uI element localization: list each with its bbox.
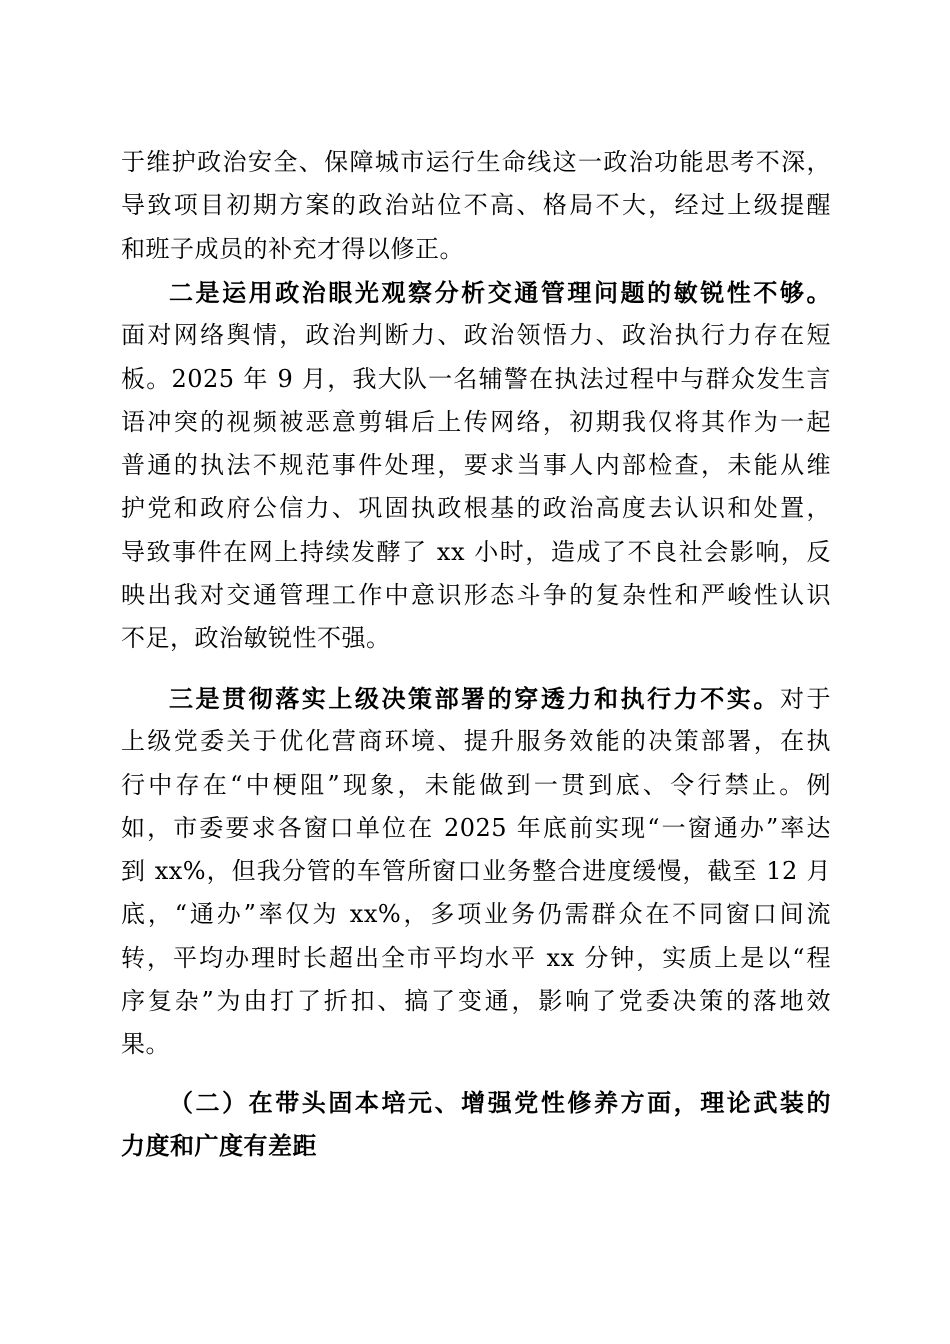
text-line [121, 1124, 831, 1167]
bold-lead-text: 三是贯彻落实上级决策部署的穿透力和执行力不实。 [169, 684, 780, 713]
text-line [121, 444, 831, 487]
line-text: 导致事件在网上持续发酵了 xx 小时，造成了不良社会影响，反 [121, 537, 831, 566]
line-text: 导致项目初期方案的政治站位不高、格局不大，经过上级提醒 [121, 191, 831, 220]
line-text: 转，平均办理时长超出全市平均水平 xx 分钟，实质上是以“程 [121, 943, 831, 972]
text-line [121, 720, 831, 763]
text-line [121, 677, 831, 720]
text-line [121, 807, 831, 850]
text-line [121, 893, 831, 936]
text-line [121, 574, 831, 617]
line-text: 果。 [121, 1030, 170, 1059]
line-text: 于维护政治安全、保障城市运行生命线这一政治功能思考不深， [121, 148, 831, 176]
section-heading-2 [121, 1081, 831, 1168]
line-text: 普通的执法不规范事件处理，要求当事人内部检查，未能从维 [121, 451, 831, 480]
line-text: 序复杂”为由打了折扣、搞了变通，影响了党委决策的落地效 [121, 987, 831, 1016]
line-text: 映出我对交通管理工作中意识形态斗争的复杂性和严峻性认识 [121, 581, 831, 610]
line-text: 面对网络舆情，政治判断力、政治领悟力、政治执行力存在短 [121, 321, 831, 350]
text-line [121, 850, 831, 893]
text-line [121, 271, 831, 314]
paragraph-3 [121, 677, 831, 1067]
text-line [121, 141, 831, 184]
line-text: 底，“通办”率仅为 xx%，多项业务仍需群众在不同窗口间流 [121, 900, 831, 929]
text-line [121, 617, 831, 660]
text-line [121, 937, 831, 980]
line-text: 护党和政府公信力、巩固执政根基的政治高度去认识和处置， [121, 494, 831, 523]
bold-lead-text: 二是运用政治眼光观察分析交通管理问题的敏锐性不够。 [169, 278, 831, 307]
text-line [121, 487, 831, 530]
text-line [121, 980, 831, 1023]
bold-lead-text: （二）在带头固本培元、增强党性修养方面，理论武装的 [169, 1088, 831, 1117]
text-line [121, 228, 831, 271]
line-text: 到 xx%，但我分管的车管所窗口业务整合进度缓慢，截至 12 月 [121, 857, 831, 886]
paragraph-2 [121, 271, 831, 661]
line-text: 语冲突的视频被恶意剪辑后上传网络，初期我仅将其作为一起 [121, 407, 831, 436]
text-line [121, 314, 831, 357]
text-line [121, 1081, 831, 1124]
line-text: 如，市委要求各窗口单位在 2025 年底前实现“一窗通办”率达 [121, 813, 831, 842]
text-line [121, 358, 831, 401]
line-text: 板。2025 年 9 月，我大队一名辅警在执法过程中与群众发生言 [121, 364, 831, 393]
line-text: 上级党委关于优化营商环境、提升服务效能的决策部署，在执 [121, 727, 831, 756]
line-text: 不足，政治敏锐性不强。 [121, 624, 391, 653]
bold-lead-text: 力度和广度有差距 [121, 1131, 317, 1161]
paragraph-1 [121, 141, 831, 271]
text-line [121, 401, 831, 444]
text-line [121, 1023, 831, 1066]
text-line [121, 531, 831, 574]
text-line [121, 184, 831, 227]
line-text-tail: 对于 [779, 685, 831, 713]
line-text: 行中存在“中梗阻”现象，未能做到一贯到底、令行禁止。例 [121, 770, 831, 799]
line-text: 和班子成员的补充才得以修正。 [121, 234, 464, 263]
text-line [121, 764, 831, 807]
